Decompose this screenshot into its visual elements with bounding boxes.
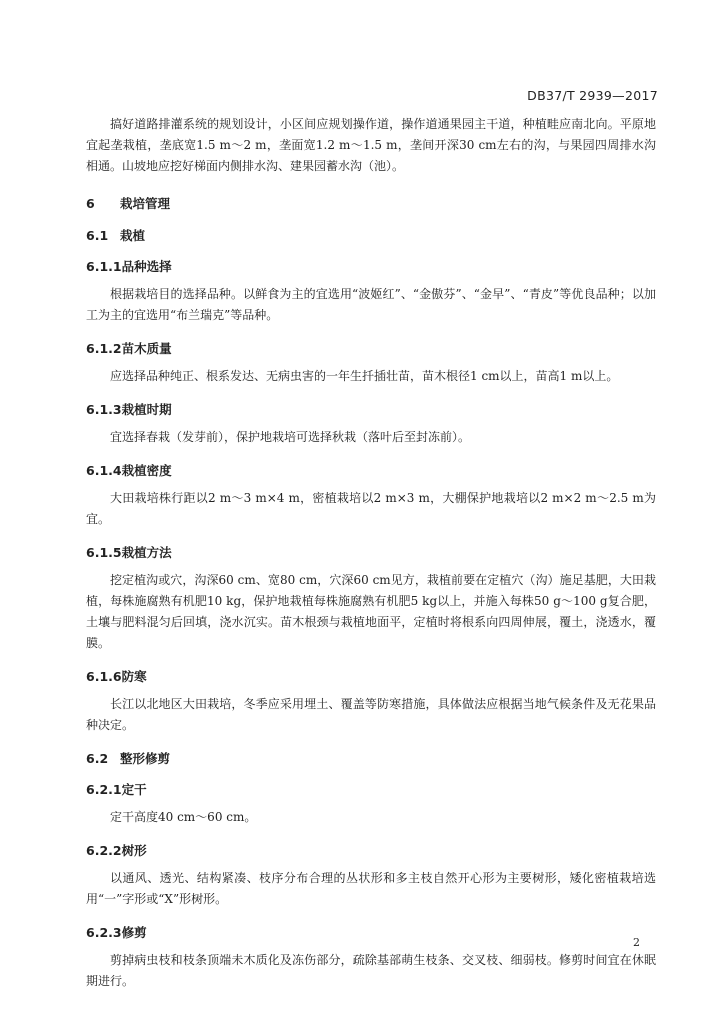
section-6-2-heading: [86, 749, 656, 767]
section-6-1-5-text: 挖定植沟或穴，沟深60 cm、宽80 cm，穴深60 cm见方，栽植前要在定植穴（沟）施足基肥，大田栽植，每株施腐熟有机肥10 kg，保护地栽植每株施腐熟有机肥5 kg以上，并施入每株50 g～100 g复合肥，土壤与肥料混匀后回填，浇水沉实。苗木根颈与栽植地面平，定植时将根系向四周伸展，覆土，浇透水，覆膜。: [86, 573, 656, 650]
section-6-1-4-text: 大田栽培株行距以2 m～3 m×4 m，密植栽培以2 m×3 m，大棚保护地栽培以2 m×2 m～2.5 m为宜。: [86, 491, 656, 526]
section-6-1-6-heading: [86, 667, 656, 685]
section-number: 6.1: [86, 228, 109, 243]
section-6-1-2-text: 应选择品种纯正、根系发达、无病虫害的一年生扦插壮苗，苗木根径1 cm以上，苗高1 m以上。: [110, 369, 619, 383]
section-6-1-heading: [86, 226, 656, 244]
section-6-1-1-heading: [86, 257, 656, 275]
section-number: 6.2: [86, 751, 109, 766]
section-number: 6.1.2: [86, 341, 122, 356]
section-title: 防寒: [121, 669, 147, 684]
section-title: 栽植方法: [121, 545, 172, 560]
section-6-1-3-text: 宜选择春栽（发芽前），保护地栽培可选择秋栽（落叶后至封冻前）。: [110, 430, 471, 444]
section-6-1-3-heading: [86, 400, 656, 418]
section-number: 6.1.3: [86, 402, 122, 417]
section-6-1-2-heading: [86, 339, 656, 357]
section-title: 栽培管理: [120, 196, 171, 211]
section-number: 6.1.6: [86, 669, 122, 684]
section-title: 栽植: [120, 228, 146, 243]
section-title: 栽植时期: [121, 402, 172, 417]
section-number: 6.2.2: [86, 843, 122, 858]
section-6-2-2-heading: [86, 841, 656, 859]
section-title: 栽植密度: [121, 463, 172, 478]
section-title: 品种选择: [121, 259, 172, 274]
section-number: 6.1.1: [86, 259, 122, 274]
section-number: 6.1.4: [86, 463, 122, 478]
section-6-2-3-text: 剪掉病虫枝和枝条顶端未木质化及冻伤部分，疏除基部萌生枝条、交叉枝、细弱枝。修剪时间宜在休眠期进行。: [86, 953, 656, 988]
section-title: 定干: [121, 782, 147, 797]
section-title: 整形修剪: [120, 751, 171, 766]
section-6-1-4-heading: [86, 461, 656, 479]
section-number: 6: [86, 196, 95, 211]
section-title: 修剪: [121, 925, 147, 940]
section-number: 6.2.1: [86, 782, 122, 797]
document-code: DB37/T 2939—2017: [527, 88, 658, 103]
section-number: 6.1.5: [86, 545, 122, 560]
section-6-1-6-text: 长江以北地区大田栽培，冬季应采用埋土、覆盖等防寒措施，具体做法应根据当地气候条件及无花果品种决定。: [86, 697, 656, 732]
section-number: 6.2.3: [86, 925, 122, 940]
section-6-1-1-text: 根据栽培目的选择品种。以鲜食为主的宜选用“波姬红”、“金傲芬”、“金早”、“青皮”等优良品种；以加工为主的宜选用“布兰瑞克”等品种。: [86, 287, 656, 322]
section-title: 苗木质量: [121, 341, 172, 356]
section-6-2-2-text: 以通风、透光、结构紧凑、枝序分布合理的丛状形和多主枝自然开心形为主要树形，矮化密植栽培选用“一”字形或“X”形树形。: [86, 871, 656, 906]
section-6-1-5-heading: [86, 543, 656, 561]
section-title: 树形: [121, 843, 147, 858]
section-6-2-3-heading: [86, 923, 656, 941]
section-6-2-1-heading: [86, 780, 656, 798]
page-content: [86, 114, 656, 998]
section-6-heading: [86, 194, 656, 212]
page-number: 2: [633, 936, 640, 949]
intro-paragraph: 搞好道路排灌系统的规划设计，小区间应规划操作道，操作道通果园主干道，种植畦应南北向。平原地宜起垄栽植，垄底宽1.5 m～2 m，垄面宽1.2 m～1.5 m，垄间开深30 cm左右的沟，与果园四周排水沟相通。山坡地应挖好梯面内侧排水沟、建果园蓄水沟（池）。: [86, 117, 656, 173]
section-6-2-1-text: 定干高度40 cm～60 cm。: [110, 810, 257, 824]
